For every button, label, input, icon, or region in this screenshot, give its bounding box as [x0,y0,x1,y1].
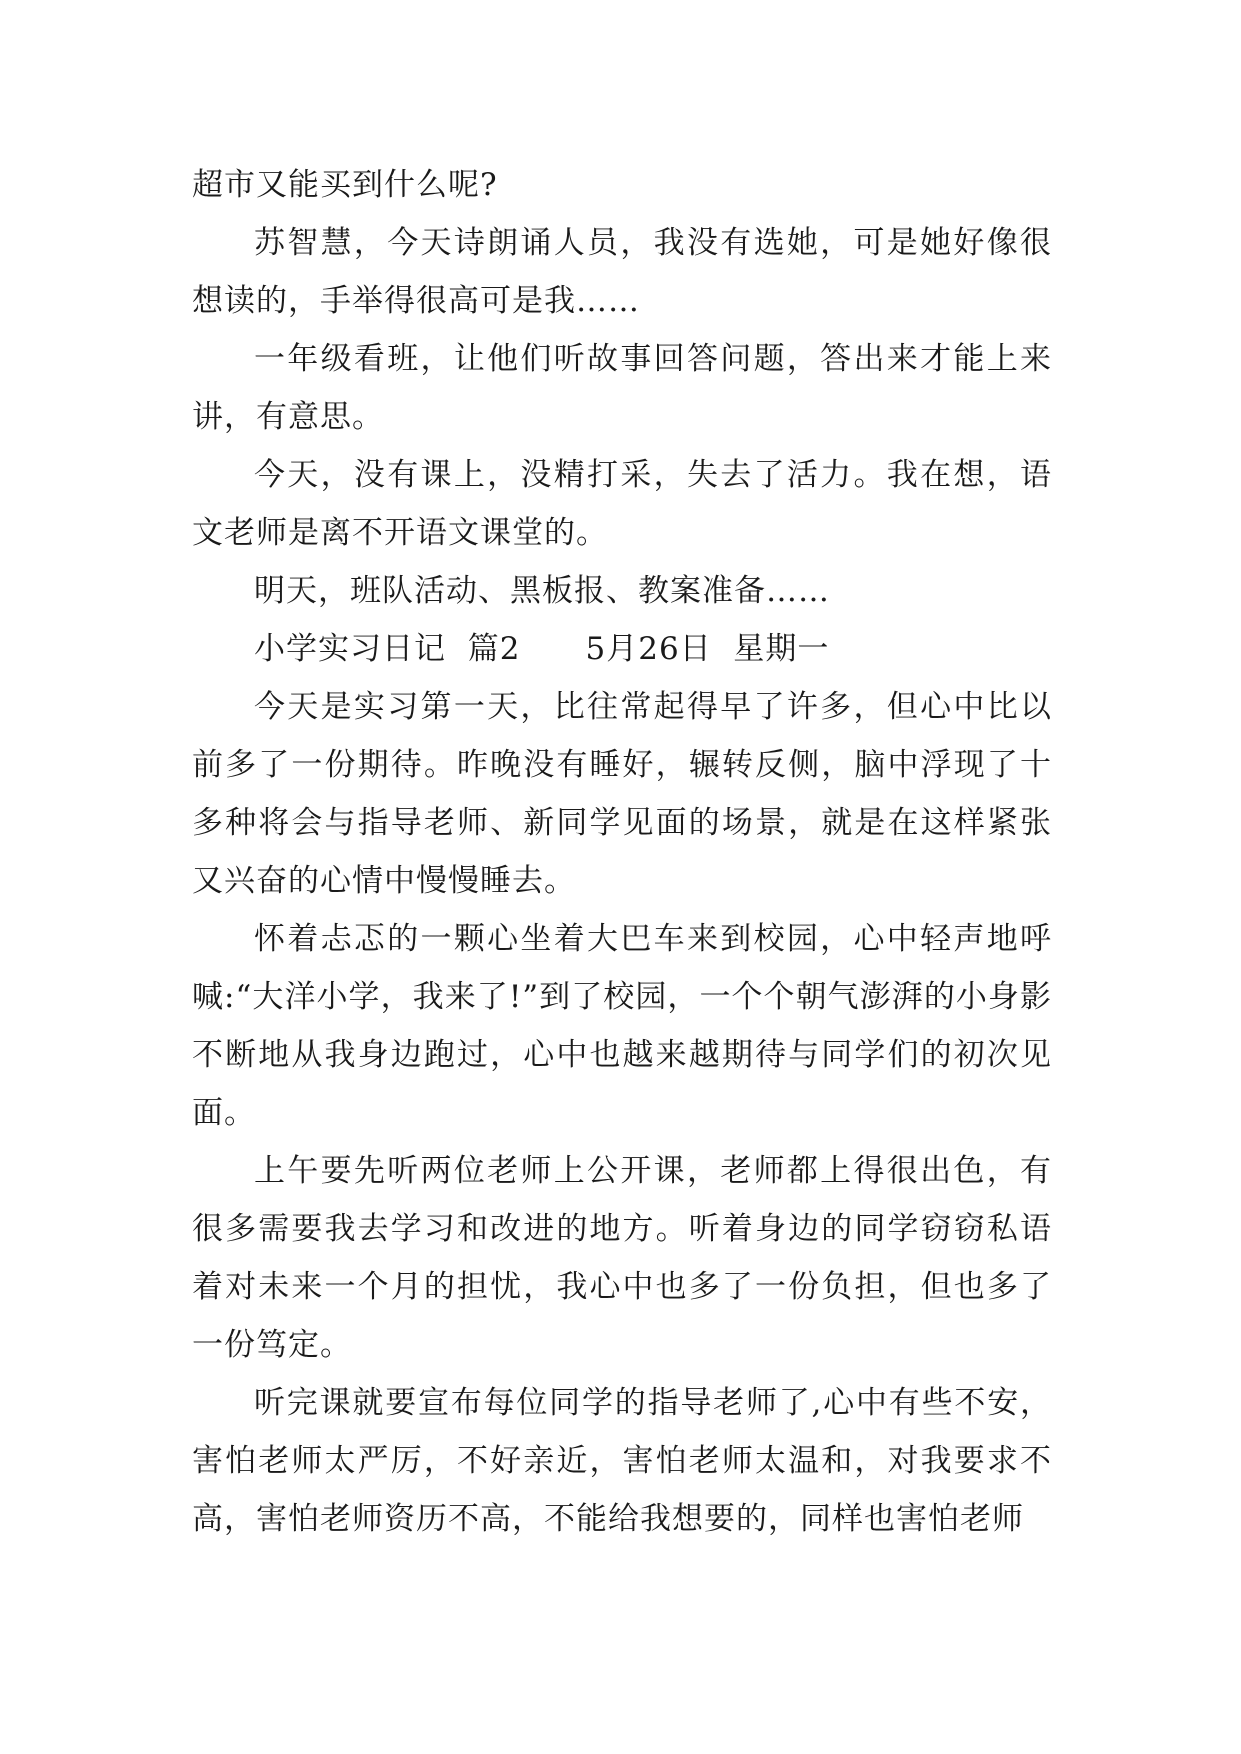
paragraph-1: 超市又能买到什么呢? [192,167,498,203]
paragraph-3: 一年级看班，让他们听故事回答问题，答出来才能上来讲，有意思。 [192,341,1052,435]
paragraph-8: 上午要先听两位老师上公开课，老师都上得很出色，有很多需要我去学习和改进的地方。听着身边的同学窃窃私语着对未来一个月的担忧，我心中也多了一份负担，但也多了一份笃定。 [192,1153,1052,1363]
paragraph-2: 苏智慧，今天诗朗诵人员，我没有选她，可是她好像很想读的，手举得很高可是我…… [192,225,1052,319]
diary-entry-heading: 小学实习日记 篇2 5月26日 星期一 [254,631,830,667]
paragraph-6: 今天是实习第一天，比往常起得早了许多，但心中比以前多了一份期待。昨晚没有睡好，辗转反侧，脑中浮现了十多种将会与指导老师、新同学见面的场景，就是在这样紧张又兴奋的心情中慢慢睡去。 [192,689,1052,899]
paragraph-7: 怀着忐忑的一颗心坐着大巴车来到校园，心中轻声地呼喊:“大洋小学，我来了!”到了校园，一个个朝气澎湃的小身影不断地从我身边跑过，心中也越来越期待与同学们的初次见面。 [192,921,1052,1131]
document-page [192,156,1052,1548]
paragraph-4: 今天，没有课上，没精打采，失去了活力。我在想，语文老师是离不开语文课堂的。 [192,457,1052,551]
paragraph-9: 听完课就要宣布每位同学的指导老师了,心中有些不安，害怕老师太严厉，不好亲近，害怕老师太温和，对我要求不高，害怕老师资历不高，不能给我想要的，同样也害怕老师 [192,1385,1052,1537]
paragraph-5: 明天，班队活动、黑板报、教案准备…… [254,573,830,609]
